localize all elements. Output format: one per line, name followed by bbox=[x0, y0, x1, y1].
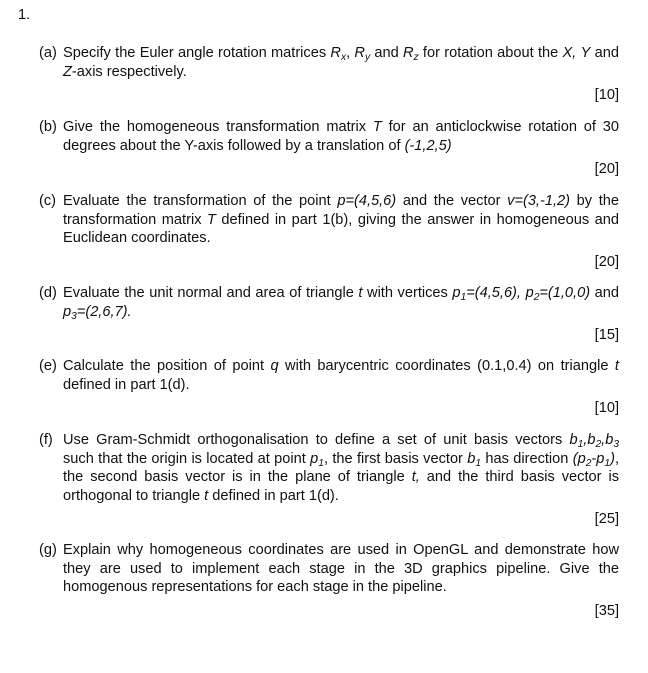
italic-text: Y bbox=[580, 45, 591, 61]
italic-text: R bbox=[330, 45, 341, 61]
text-run: defined in part 1(d). bbox=[63, 376, 190, 393]
italic-text: =(4,5,6), bbox=[466, 285, 521, 301]
italic-text: v=(3,-1,2) bbox=[507, 193, 570, 209]
text-run: Specify the Euler angle rotation matrices bbox=[63, 45, 331, 61]
subscript-text: 2 bbox=[595, 439, 602, 450]
part-label: (d) bbox=[39, 285, 57, 301]
subscript-text: y bbox=[364, 52, 371, 63]
text-run: , the second basis vector is in the plane of triangle bbox=[63, 450, 620, 486]
italic-text: p bbox=[63, 303, 72, 320]
text-run: Evaluate the transformation of the point bbox=[63, 193, 338, 209]
part-label: (b) bbox=[39, 119, 57, 135]
part-text bbox=[63, 357, 619, 394]
part-text bbox=[63, 284, 619, 321]
subscript-text: z bbox=[413, 52, 419, 63]
italic-text: X, bbox=[562, 45, 577, 61]
subscript-text: 1 bbox=[460, 292, 467, 303]
subscript-text: 2 bbox=[585, 457, 592, 469]
italic-text: b bbox=[587, 432, 596, 448]
subscript-text: 2 bbox=[533, 292, 540, 303]
text-run: Evaluate the unit normal and area of triangle bbox=[63, 285, 359, 301]
part-label: (g) bbox=[39, 542, 57, 558]
italic-text: b bbox=[467, 450, 476, 467]
text-run: Calculate the position of point bbox=[63, 358, 271, 374]
part-c bbox=[39, 192, 619, 271]
part-label: (c) bbox=[39, 193, 57, 209]
part-e bbox=[39, 357, 619, 418]
text-run: with vertices bbox=[362, 285, 453, 301]
text-run: defined in part 1(d). bbox=[208, 487, 339, 504]
subscript-text: 1 bbox=[604, 457, 611, 469]
italic-text: p bbox=[310, 450, 319, 467]
text-run: and bbox=[370, 45, 403, 61]
subscript-text: 1 bbox=[318, 457, 324, 469]
text-run: Explain why homogeneous coordinates are used in OpenGL and demonstrate how they are used to implement each stage in the 3D graphics pipeline. Give the homogenous representations for each stage in the pipeline. bbox=[63, 542, 619, 596]
text-run: has direction bbox=[481, 450, 573, 467]
italic-text: ) bbox=[610, 450, 615, 467]
part-d bbox=[39, 284, 619, 345]
italic-text: T bbox=[372, 119, 382, 135]
part-g bbox=[39, 541, 619, 620]
subscript-text: 1 bbox=[577, 439, 584, 450]
italic-text: =(2,6,7). bbox=[76, 303, 132, 320]
italic-text: -p bbox=[591, 450, 605, 467]
marks: [10] bbox=[594, 400, 619, 417]
text-run: , the first basis vector bbox=[323, 450, 468, 467]
question-number: 1. bbox=[18, 7, 31, 23]
text-run: and bbox=[590, 45, 619, 61]
text-run: by the transformation matrix bbox=[63, 193, 619, 228]
part-a bbox=[39, 44, 619, 105]
text-run: and the third basis vector is orthogonal to triangle bbox=[63, 469, 620, 504]
marks: [20] bbox=[594, 253, 619, 270]
italic-text: b bbox=[605, 432, 614, 448]
subscript-text: 3 bbox=[613, 439, 619, 450]
marks: [35] bbox=[594, 602, 619, 619]
part-label: (a) bbox=[39, 45, 57, 61]
text-run: and the vector bbox=[396, 193, 508, 209]
italic-text: t bbox=[204, 487, 209, 504]
italic-text: t, bbox=[411, 469, 420, 486]
subscript-text: 1 bbox=[475, 457, 482, 469]
text-run: for rotation about the bbox=[418, 45, 563, 61]
italic-text: b bbox=[569, 432, 578, 448]
italic-text: =(1,0,0) bbox=[539, 285, 591, 301]
part-label: (f) bbox=[39, 432, 53, 448]
text-run: , bbox=[346, 45, 355, 61]
italic-text: p bbox=[525, 285, 534, 301]
marks: [20] bbox=[594, 161, 619, 178]
part-text bbox=[63, 118, 619, 155]
italic-text: R bbox=[402, 45, 414, 61]
italic-text: Z bbox=[63, 63, 72, 80]
part-label: (e) bbox=[39, 358, 57, 374]
italic-text: p bbox=[452, 285, 461, 301]
marks: [15] bbox=[594, 327, 619, 344]
text-run: -axis respectively. bbox=[71, 63, 187, 80]
text-run: Use Gram-Schmidt orthogonalisation to define a set of unit basis vectors bbox=[63, 432, 570, 448]
italic-text: p=(4,5,6) bbox=[337, 193, 397, 209]
text-run: such that the origin is located at point bbox=[63, 450, 311, 467]
part-f bbox=[39, 431, 619, 529]
subscript-text: 3 bbox=[71, 310, 77, 322]
part-text bbox=[63, 192, 619, 248]
part-text bbox=[63, 431, 619, 505]
text-run: and bbox=[590, 285, 619, 301]
italic-text: T bbox=[207, 211, 216, 228]
part-b bbox=[39, 118, 619, 179]
marks: [10] bbox=[594, 87, 619, 104]
italic-text: q bbox=[270, 358, 279, 374]
subscript bbox=[613, 439, 619, 450]
italic-text: , bbox=[601, 432, 606, 448]
italic-text: , bbox=[583, 432, 588, 448]
part-text bbox=[63, 44, 619, 81]
text-run: with barycentric coordinates (0.1,0.4) on triangle bbox=[278, 358, 615, 374]
text-run: defined in part 1(b), giving the answer in homogeneous and Euclidean coordinates. bbox=[63, 211, 619, 247]
part-text bbox=[63, 541, 619, 597]
text-run: for an anticlockwise rotation of 30 degrees about the Y-axis followed by a translation of bbox=[63, 119, 619, 154]
italic-text: t bbox=[358, 285, 363, 301]
subscript-text: x bbox=[340, 52, 347, 63]
italic-text: (p bbox=[572, 450, 586, 467]
text-run: Give the homogeneous transformation matrix bbox=[63, 119, 373, 135]
italic-text: R bbox=[354, 45, 365, 61]
italic-text: (-1,2,5) bbox=[404, 137, 452, 154]
italic-text: t bbox=[614, 358, 619, 374]
marks: [25] bbox=[594, 511, 619, 528]
